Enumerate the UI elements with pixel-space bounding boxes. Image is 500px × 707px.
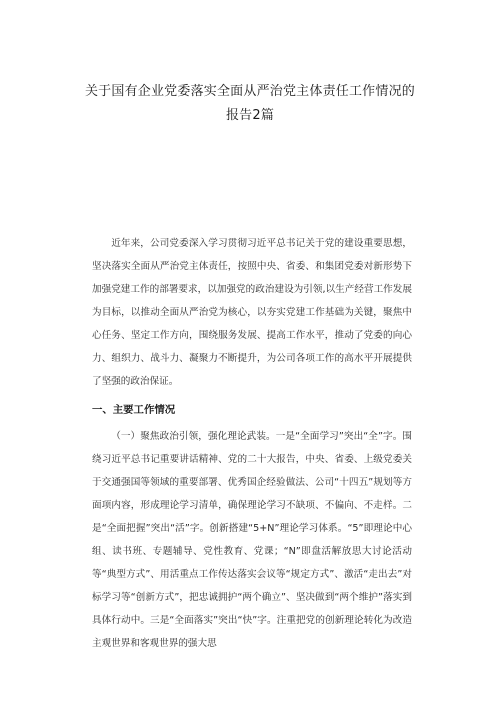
document-body (92, 232, 412, 655)
section-paragraph: （一）聚焦政治引领，强化理论武装。一是“全面学习”突出“全”字。围绕习近平总书记重要讲话精神、党的二十大报告，中央、省委、上级党委关于交通强国等领域的重要部署、优秀国企经验做法、公司“十四五”规划等方面项内容，形成理论学习清单，确保理论学习不缺项、不偏向、不走样。二是“全面把握”突出“活”字。创新搭建“5+N”理论学习体系。“5”即理论中心组、读书班、专题辅导、党性教育、党课；“N”即盘活解放思大讨论活动等“典型方式”、用活重点工作传达落实会议等“规定方式”、激活“走出去”对标学习等“创新方式”，把忠诚拥护“两个确立”、坚决做到“两个维护”落实到具体行动中。三是“全面落实”突出“快”字。注重把党的创新理论转化为改造主观世界和客观世界的强大思 (92, 431, 412, 649)
section-heading-main-work: 一、主要工作情况 (92, 404, 176, 416)
intro-paragraph: 近年来，公司党委深入学习贯彻习近平总书记关于党的建设重要思想，坚决落实全面从严治党主体责任，按照中央、省委、和集团党委对新形势下加强党建工作的部署要求，以加强党的政治建设为引领,以生产经营工作发展为目标，以推动全面从严治党为核心，以夯实党建工作基础为关键，聚焦中心任务、坚定工作方向，围绕服务发展、提高工作水平，推动了党委的向心力、组织力、战斗力、凝聚力不断提升，为公司各项工作的高水平开展提供了坚强的政治保证。 (92, 238, 412, 387)
document-title-line-1: 关于国有企业党委落实全面从严治党主体责任工作情况的 (84, 84, 415, 99)
document-title-line-2: 报告2篇 (225, 108, 275, 123)
